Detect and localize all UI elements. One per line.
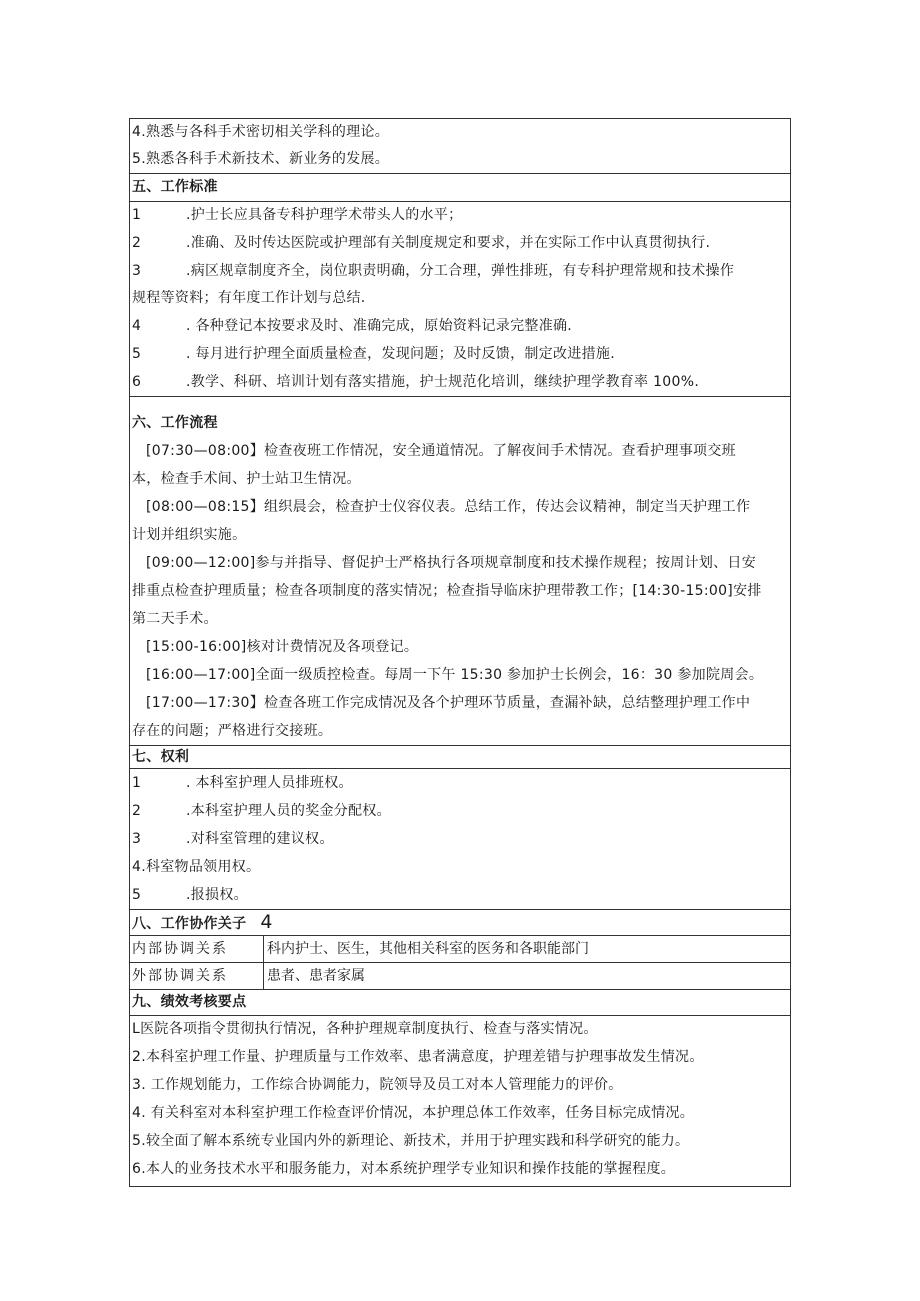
item-text: .本科室护理人员的奖金分配权。 bbox=[186, 803, 391, 819]
coop-key: 内部协调关系 bbox=[130, 936, 264, 962]
sec7-item bbox=[130, 797, 790, 825]
sec8-mark: 4 bbox=[260, 911, 273, 933]
item-text: .教学、科研、培训计划有落实措施，护士规范化培训，继续护理学教育率 100%. bbox=[186, 374, 700, 390]
sec5-item bbox=[130, 340, 790, 368]
coop-row bbox=[130, 962, 790, 989]
sec5-item bbox=[130, 312, 790, 340]
sec7-item bbox=[130, 881, 790, 909]
item-number: 4 bbox=[132, 318, 142, 334]
sec7-item bbox=[130, 768, 790, 797]
item-text: . 本科室护理人员排班权。 bbox=[186, 775, 353, 791]
item-number: 5 bbox=[132, 887, 142, 903]
sec9-item: 5.较全面了解本系统专业国内外的新理论、新技术，并用于护理实践和科学研究的能力。 bbox=[132, 1133, 690, 1149]
sec5-item bbox=[130, 201, 790, 229]
item-text: . 每月进行护理全面质量检查，发现问题；及时反馈，制定改进措施. bbox=[186, 346, 615, 362]
sec5-item bbox=[130, 368, 790, 396]
sec5-title: 五、工作标准 bbox=[130, 173, 790, 201]
job-description-table bbox=[129, 118, 791, 1187]
coop-key: 外部协调关系 bbox=[130, 963, 264, 989]
item-number: 1 bbox=[132, 207, 142, 223]
sec5-item-cont: 规程等资料；有年度工作计划与总结. bbox=[132, 290, 366, 306]
sec5-item bbox=[130, 257, 790, 285]
item-number: 2 bbox=[132, 235, 142, 251]
item-number: 6 bbox=[132, 374, 142, 390]
sec6-title: 六、工作流程 bbox=[132, 415, 218, 431]
sec7-title: 七、权利 bbox=[130, 745, 790, 768]
flow-line: [09:00—12:00]参与并指导、督促护士严格执行各项规章制度和技术操作规程；按周计划、日安 bbox=[146, 555, 757, 571]
flow-line: [15:00-16:00]核对计费情况及各项登记。 bbox=[146, 639, 419, 655]
item-number: 3 bbox=[132, 831, 142, 847]
flow-line: 存在的问题；严格进行交接班。 bbox=[132, 723, 333, 739]
section-gap bbox=[130, 396, 790, 409]
sec8-title: 八、工作协作关子 bbox=[132, 916, 247, 932]
sec9-item: 3. 工作规划能力，工作综合协调能力，院领导及员工对本人管理能力的评价。 bbox=[132, 1077, 623, 1093]
sec9-title: 九、绩效考核要点 bbox=[130, 989, 790, 1015]
flow-line: 第二天手术。 bbox=[132, 611, 218, 627]
flow-line: [16:00—17:00]全面一级质控检查。每周一下午 15:30 参加护士长例会，16：30 参加院周会。 bbox=[146, 667, 764, 683]
item-text: .准确、及时传达医院或护理部有关制度规定和要求，并在实际工作中认真贯彻执行. bbox=[186, 235, 711, 251]
item-number: 5 bbox=[132, 346, 142, 362]
flow-line: 计划并组织实施。 bbox=[132, 527, 247, 543]
item-number: 2 bbox=[132, 803, 142, 819]
coop-value: 患者、患者家属 bbox=[267, 968, 365, 984]
sec9-item: L医院各项指令贯彻执行情况，各种护理规章制度执行、检查与落实情况。 bbox=[130, 1015, 790, 1043]
item-text: .对科室管理的建议权。 bbox=[186, 831, 334, 847]
sec7-item bbox=[130, 853, 790, 881]
coop-value: 科内护士、医生，其他相关科室的医务和各职能部门 bbox=[267, 941, 589, 957]
sec4-item: 5.熟悉各科手术新技术、新业务的发展。 bbox=[132, 151, 390, 167]
sec9-item: 4. 有关科室对本科室护理工作检查评价情况，本护理总体工作效率，任务目标完成情况。 bbox=[132, 1105, 695, 1121]
sec4-item: 4.熟悉与各科手术密切相关学科的理论。 bbox=[132, 124, 390, 140]
flow-line: 排重点检查护理质量；检查各项制度的落实情况；检查指导临床护理带教工作；[14:30-15:00]安排 bbox=[132, 583, 762, 599]
item-text: 4.科室物品领用权。 bbox=[132, 859, 261, 875]
coop-row bbox=[130, 935, 790, 962]
flow-line: [17:00—17:30】检查各班工作完成情况及各个护理环节质量，查漏补缺，总结整理护理工作中 bbox=[146, 695, 751, 711]
sec5-item bbox=[130, 229, 790, 257]
item-text: . 各种登记本按要求及时、准确完成，原始资料记录完整准确. bbox=[186, 318, 573, 334]
flow-line: [08:00—08:15】组织晨会，检查护士仪容仪表。总结工作，传达会议精神，制定当天护理工作 bbox=[146, 499, 751, 515]
item-text: .病区规章制度齐全，岗位职责明确，分工合理，弹性排班，有专科护理常规和技术操作 bbox=[186, 263, 735, 279]
sec8-title-row bbox=[130, 909, 790, 935]
flow-line: 本，检查手术间、护士站卫生情况。 bbox=[132, 471, 361, 487]
flow-line: [07:30—08:00】检查夜班工作情况，安全通道情况。了解夜间手术情况。查看护理事项交班 bbox=[146, 443, 736, 459]
sec9-item: 6.本人的业务技术水平和服务能力，对本系统护理学专业知识和操作技能的掌握程度。 bbox=[132, 1161, 676, 1177]
sec7-item bbox=[130, 825, 790, 853]
item-number: 3 bbox=[132, 263, 142, 279]
item-number: 1 bbox=[132, 775, 142, 791]
item-text: .报损权。 bbox=[186, 887, 248, 903]
sec9-item: 2.本科室护理工作量、护理质量与工作效率、患者满意度，护理差错与护理事故发生情况。 bbox=[132, 1049, 704, 1065]
item-text: .护士长应具备专科护理学术带头人的水平； bbox=[186, 207, 463, 223]
